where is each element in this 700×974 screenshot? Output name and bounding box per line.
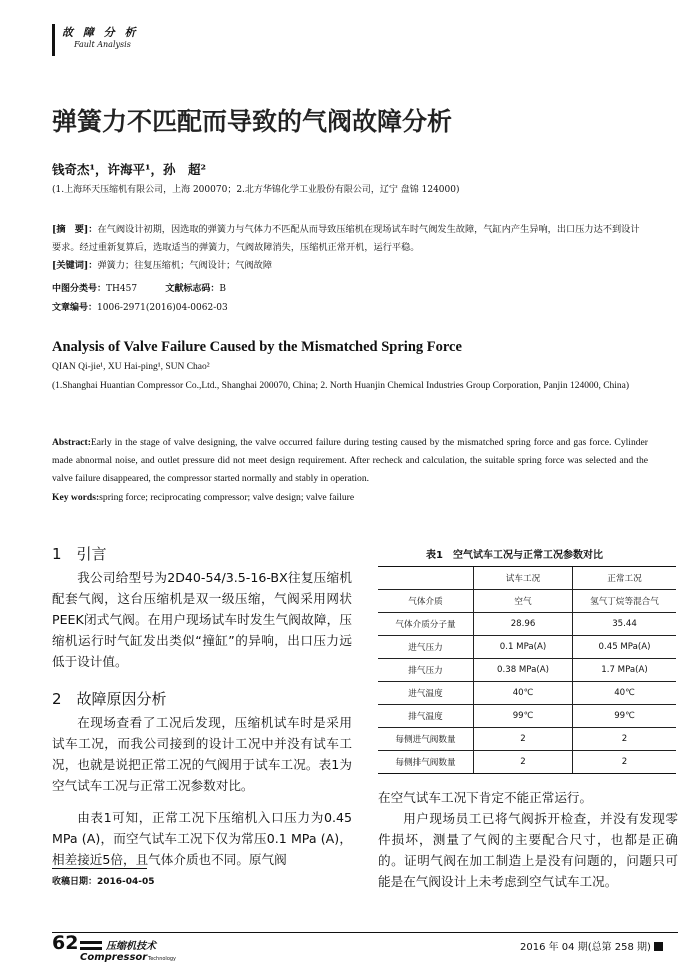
section-header-en: Fault Analysis <box>74 40 131 49</box>
paper-title-cn: 弹簧力不匹配而导致的气阀故障分析 <box>52 107 453 136</box>
table-cell: 气体介质分子量 <box>378 613 474 636</box>
end-square-icon <box>654 942 663 951</box>
affiliations-cn: (1.上海环天压缩机有限公司，上海 200070；2.北方华锦化学工业股份有限公司，辽宁 盘锦 124000) <box>52 185 460 195</box>
section1-paragraph: 我公司给型号为2D40-54/3.5-16-BX往复压缩机配套气阀，这台压缩机是双一级压缩，气阀采用网状PEEK闭式气阀。在用户现场试车时发生气阀故障，压缩机运行时气缸发出类似“撞缸”的异响，出口压力远低于设计值。 <box>52 570 352 669</box>
table-cell: 2 <box>573 751 677 774</box>
table-row <box>378 613 676 636</box>
table-cell: 排气温度 <box>378 705 474 728</box>
authors-cn: 钱奇杰¹，许海平¹，孙 超² <box>52 162 206 177</box>
section-header-cn: 故 障 分 析 <box>62 26 139 39</box>
table-row <box>378 682 676 705</box>
table-row <box>378 728 676 751</box>
doc-code-label: 文献标志码： <box>165 284 220 294</box>
table1 <box>378 566 676 774</box>
table-cell: 每侧排气阀数量 <box>378 751 474 774</box>
table-cell: 99℃ <box>573 705 677 728</box>
table-cell: 0.45 MPa(A) <box>573 636 677 659</box>
table-cell: 气体介质 <box>378 590 474 613</box>
table-cell: 空气 <box>474 590 573 613</box>
logo-cn-text: 压缩机技术 <box>106 941 156 952</box>
table-cell: 2 <box>474 728 573 751</box>
abstract-en-label: Abstract: <box>52 437 91 448</box>
table-row <box>378 705 676 728</box>
class-no-label: 中图分类号： <box>52 284 107 294</box>
table-row <box>378 751 676 774</box>
table-cell: 40℃ <box>474 682 573 705</box>
logo-en-text: Compressor <box>80 952 148 962</box>
class-no-value: TH457 <box>106 284 138 294</box>
abstract-cn <box>52 221 648 275</box>
table-row <box>378 636 676 659</box>
issue-text: 2016 年 04 期(总第 258 期) <box>520 942 651 953</box>
section2-paragraph-2: 由表1可知，正常工况下压缩机入口压力为0.45 MPa (A)，而空气试车工况下仅为常压0.1 MPa (A)，相差接近5倍，且气体介质也不同。原气阀 <box>52 810 352 867</box>
table-cell: 2 <box>573 728 677 751</box>
keywords-en <box>52 492 354 503</box>
table-header-cell <box>378 567 474 590</box>
page-number: 62 <box>52 932 79 954</box>
authors-en: QIAN Qi-jie¹, XU Hai-ping¹, SUN Chao² <box>52 362 210 372</box>
table-cell: 进气温度 <box>378 682 474 705</box>
table-cell: 排气压力 <box>378 659 474 682</box>
received-date: 收稿日期：2016-04-05 <box>52 877 155 887</box>
journal-logo-graphic <box>78 938 198 962</box>
table-cell: 进气压力 <box>378 636 474 659</box>
table-cell: 35.44 <box>573 613 677 636</box>
table-row <box>378 659 676 682</box>
doc-code-value: B <box>219 284 226 294</box>
footnote-divider <box>52 868 147 869</box>
table1-title: 表1 空气试车工况与正常工况参数对比 <box>426 550 603 561</box>
keywords-en-label: Key words: <box>52 492 100 503</box>
abstract-en <box>52 434 648 487</box>
article-no-label: 文章编号： <box>52 303 98 313</box>
keywords-cn-label: [关键词]： <box>52 260 98 271</box>
table-cell: 99℃ <box>474 705 573 728</box>
issue-info <box>520 938 663 953</box>
table-row <box>378 590 676 613</box>
abstract-cn-label: [摘 要]： <box>52 224 98 235</box>
table-cell: 1.7 MPa(A) <box>573 659 677 682</box>
section2-paragraph-1: 在现场查看了工况后发现，压缩机试车时是采用试车工况，而我公司接到的设计工况中并没有试车工况，也就是说把正常工况的气阀用于试车工况。表1为空气试车工况与正常工况参数对比。 <box>52 715 352 793</box>
table-cell: 28.96 <box>474 613 573 636</box>
table-cell: 0.1 MPa(A) <box>474 636 573 659</box>
table-cell: 氢气丁烷等混合气 <box>573 590 677 613</box>
table-cell: 2 <box>474 751 573 774</box>
paper-title-en: Analysis of Valve Failure Caused by the Mismatched Spring Force <box>52 339 462 355</box>
right-paragraph-2: 用户现场员工已将气阀拆开检查，并没有发现零件损坏，测量了气阀的主要配合尺寸，也都是正确的。证明气阀在加工制造上是没有问题的，问题只可能是在气阀设计上未考虑到空气试车工况。 <box>378 811 678 889</box>
section1-heading: 1 引言 <box>52 545 107 563</box>
classification-line <box>52 281 226 294</box>
section-header-bar <box>52 24 55 56</box>
table1-header-row <box>378 567 676 590</box>
table-header-cell: 试车工况 <box>474 567 573 590</box>
abstract-en-text: Early in the stage of valve designing, the valve occurred failure during testing caused by the mismatched spring force and gas force. Cylinder made abnormal noise, and outlet pressure did not meet design requirement. After recheck and calculation, the suitable spring force was selected and the valve failure disappeared, the compressor started normally and stably in operation. <box>52 437 648 484</box>
table-cell: 40℃ <box>573 682 677 705</box>
table-cell: 0.38 MPa(A) <box>474 659 573 682</box>
keywords-en-text: spring force; reciprocating compressor; valve design; valve failure <box>99 492 355 503</box>
article-no-line <box>52 300 228 313</box>
article-no-value: 1006-2971(2016)04-0062-03 <box>97 303 228 313</box>
right-paragraph-1: 在空气试车工况下肯定不能正常运行。 <box>378 790 593 805</box>
journal-logo <box>78 938 198 966</box>
keywords-cn-text: 弹簧力；往复压缩机；气阀设计；气阀故障 <box>97 260 273 271</box>
affiliations-en: (1.Shanghai Huantian Compressor Co.,Ltd., Shanghai 200070, China; 2. North Huanjin Chemical Industries Group Corporation, Panjin 124000, China) <box>52 381 630 391</box>
section2-heading: 2 故障原因分析 <box>52 690 167 708</box>
logo-small-text: Technology <box>148 956 177 962</box>
abstract-cn-text: 在气阀设计初期，因选取的弹簧力与气体力不匹配从而导致压缩机在现场试车时气阀发生故障，气缸内产生异响，出口压力达不到设计要求。经过重新复算后，选取适当的弹簧力，气阀故障消失，压缩机正常开机，运行平稳。 <box>52 224 640 253</box>
footer-divider <box>52 932 678 933</box>
table-cell: 每侧进气阀数量 <box>378 728 474 751</box>
table-header-cell: 正常工况 <box>573 567 677 590</box>
